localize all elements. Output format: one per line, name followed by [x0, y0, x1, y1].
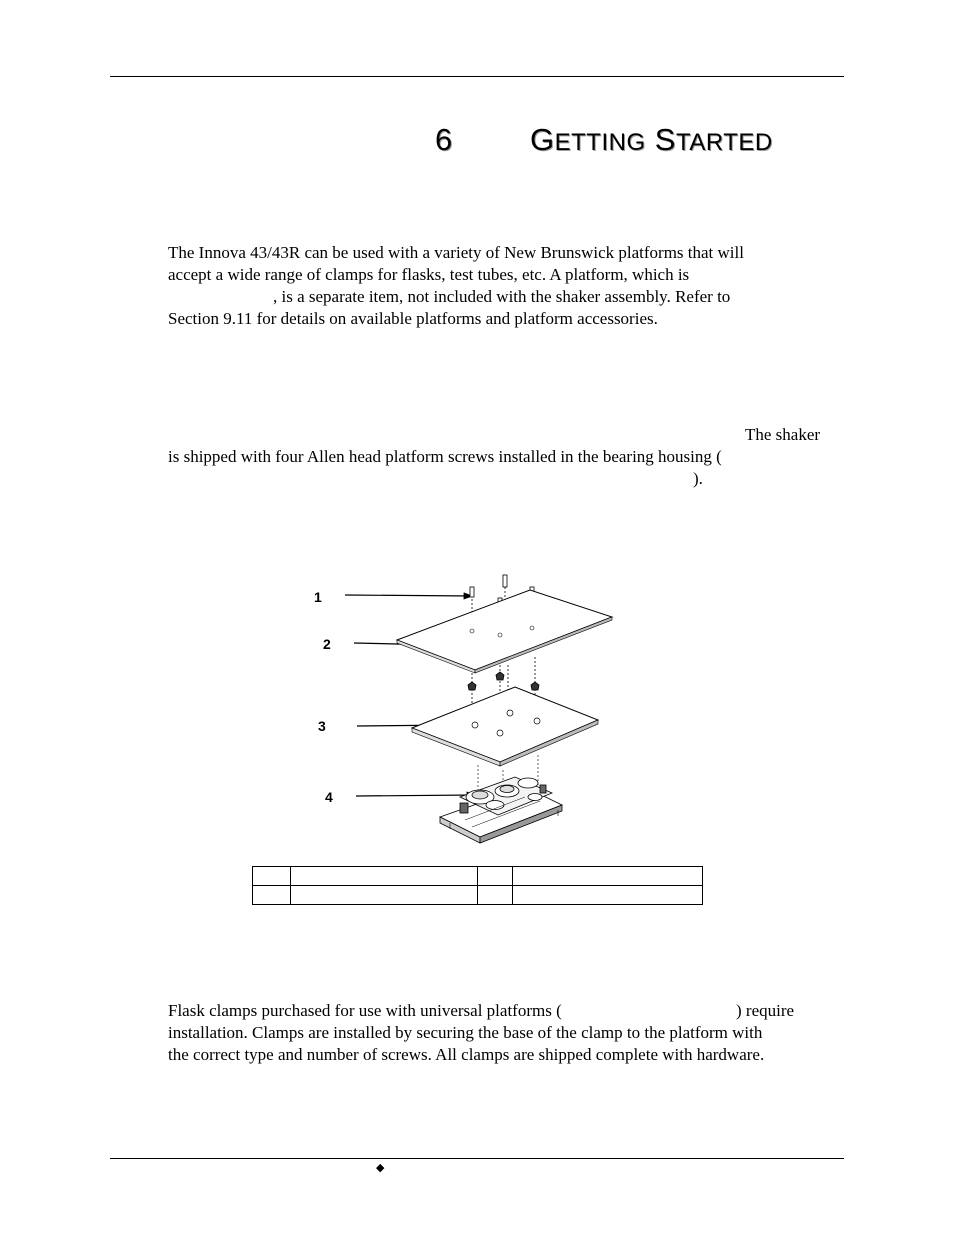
clamps-line-1b: ) require	[736, 1001, 795, 1020]
screws-line-2: is shipped with four Allen head platform screws installed in the bearing housing (	[168, 447, 722, 466]
legend-cell	[291, 867, 478, 886]
legend-cell	[253, 886, 291, 905]
callout-2: 2	[323, 636, 331, 652]
platform-exploded-diagram	[300, 565, 640, 855]
callout-3: 3	[318, 718, 326, 734]
platform-diagram-svg	[300, 565, 640, 855]
chapter-number: 6	[435, 122, 453, 157]
screws-line-3: ).	[693, 469, 703, 488]
footer-separator: ◆	[376, 1161, 385, 1174]
figure-legend-table	[252, 866, 703, 905]
callout-4: 4	[325, 789, 333, 805]
intro-line-4: Section 9.11 for details on available platforms and platform accessories.	[168, 309, 658, 328]
legend-cell	[478, 886, 513, 905]
table-row	[253, 886, 703, 905]
leader-arrow-1	[345, 595, 472, 596]
header-rule	[110, 76, 844, 77]
callout-1: 1	[314, 589, 322, 605]
clamps-line-2: installation. Clamps are installed by securing the base of the clamp to the platform with	[168, 1023, 763, 1042]
legend-cell	[478, 867, 513, 886]
top-platform	[397, 590, 612, 673]
legend-cell	[513, 867, 703, 886]
footer-rule	[110, 1158, 844, 1159]
screws-line-1: The shaker	[745, 425, 821, 444]
clamps-line-3: the correct type and number of screws. All clamps are shipped complete with hardware.	[168, 1045, 765, 1064]
legend-cell	[291, 886, 478, 905]
intro-line-3: , is a separate item, not included with the shaker assembly. Refer to	[273, 287, 731, 306]
chapter-heading	[380, 118, 844, 168]
table-row	[253, 867, 703, 886]
middle-platform	[412, 687, 598, 766]
intro-line-2: accept a wide range of clamps for flasks, test tubes, etc. A platform, which is	[168, 265, 690, 284]
leader-arrow-4	[356, 795, 475, 796]
legend-cell	[253, 867, 291, 886]
intro-line-1: The Innova 43/43R can be used with a variety of New Brunswick platforms that will	[168, 243, 744, 262]
bearing-housing	[440, 777, 562, 843]
chapter-title: GETTING STARTED	[530, 122, 773, 157]
clamps-line-1a: Flask clamps purchased for use with universal platforms (	[168, 1001, 562, 1020]
legend-cell	[513, 886, 703, 905]
